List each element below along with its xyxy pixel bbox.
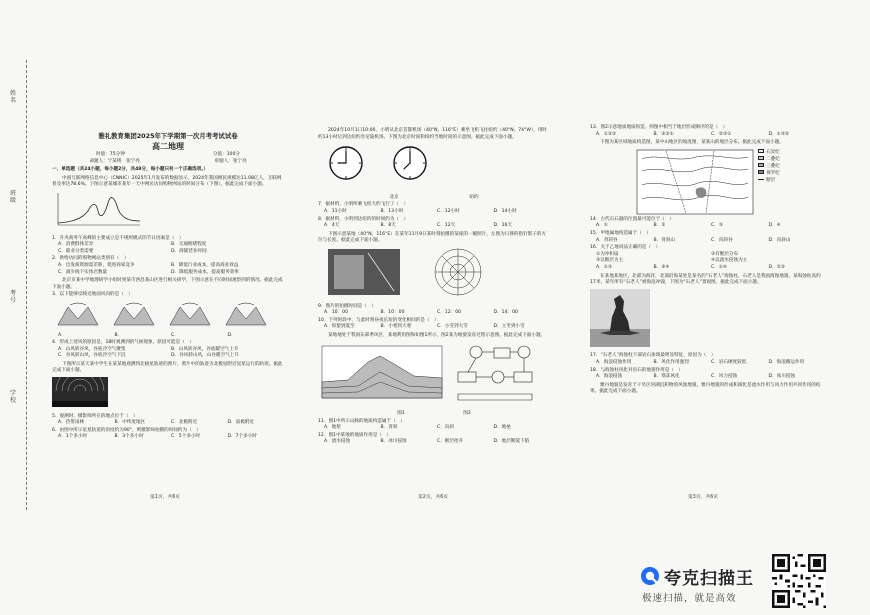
question-1-options [52, 242, 284, 249]
option: A．背斜谷 [596, 237, 618, 243]
option: D．地层断裂下陷 [493, 439, 530, 445]
page-3-footer: 第3页，共6页 [688, 495, 719, 500]
statement: ①为冲积扇 [596, 251, 619, 257]
option: B．山风转谷风，谷底暖空气上升 [171, 346, 239, 352]
question-intro: 下图所示某天某中学生在某某地观测到北极星轨迹的照片，照片中的轨迹为北极星附近星星运行的轨迹。据此完成下面小题。 [52, 361, 283, 374]
question-9-options [318, 310, 550, 317]
option: C．北极附近 [171, 420, 198, 426]
option: C．12：00 [437, 310, 462, 316]
page-1-footer: 第1页，共6页 [150, 495, 181, 500]
exam-title: 雅礼教育集团2025年下学期第一次月考考试试卷 [98, 132, 238, 140]
question-1-options [52, 249, 284, 256]
sundial-figure [318, 247, 508, 297]
question-5: 5．观测时，摄影师所在的地点位于（ ） [52, 413, 138, 419]
option: C．向斜谷 [711, 237, 733, 243]
question-10: 10．下列时段中，与此时刻昼夜长短的变化相同的是（ ） [318, 317, 439, 323]
option: D．海浪搬运作用 [768, 359, 805, 365]
option: D．向斜山 [768, 237, 791, 243]
option: A．热带雨林 [58, 420, 85, 426]
option: C．岩石硬度较低 [711, 359, 747, 365]
statement: ④以流水侵蚀为主 [711, 258, 748, 264]
clock-label-beijing: 北京 [389, 194, 399, 200]
option: B．背斜 [380, 425, 398, 431]
legend-item: 二叠纪 [758, 156, 779, 163]
legend-item: 断层 [758, 177, 779, 184]
question-intro: 中国互联网络信息中心（CNNIC）2025年1月发布的数据显示，2024年我国网民规模达11.08亿人，互联网普及率达78.6%。下图示意某城市某年一天中网民访问购物网站的时间分布（下图）。据此完成下面小题。 [52, 175, 282, 188]
option: D． [227, 332, 236, 338]
option: D．谷风转山风，山谷暖空气上升 [171, 353, 239, 359]
binding-dashed-line [26, 60, 27, 510]
quark-logo-icon [640, 566, 660, 586]
exam-page-3 [590, 124, 826, 504]
option: A．山风转谷风，谷底冷空气聚集 [58, 346, 126, 352]
binding-label-school: 学校 [10, 390, 17, 404]
option: B．降低行业成本，提高商业效益 [171, 262, 239, 268]
geologic-map-legend [758, 149, 779, 184]
question-11: 11．图1中所示山脉的地质构造属于（ ） [318, 418, 405, 424]
question-11-options [318, 425, 550, 432]
option: B．冰川侵蚀 [380, 439, 407, 445]
question-intro: 雅丹地貌是发育于干旱区河湖沉积物的风蚀地貌，雅丹地貌的形成和演化是流水作用与风力作用共同作用的结果。据此完成下面小题。 [590, 382, 821, 395]
question-15-options [590, 238, 826, 245]
question-intro: 某地地处于我国东部季风区，某地利用图和如图1所示，图2某为地貌发育过程示意图。据此完成下面小题。 [328, 332, 546, 338]
option: B．背斜山 [653, 237, 676, 243]
binding-label-id: 考号 [10, 290, 17, 304]
option: C．谷风转山风，谷底冷空气下沉 [58, 353, 126, 359]
option: D．②③ [768, 264, 785, 270]
question-intro: 在某地某地区，北部为海洋，北部沿海某处是某名的“石老人”海蚀柱，石老人是我国海蚀地貌，某海蚀柱高约17米，某年所有“石老人”被海浪冲毁，下图为“石老人”景观图。据此完成下面小题。 [590, 273, 821, 286]
option: C．③ [711, 223, 723, 229]
exam-authors-row [52, 159, 284, 166]
page-2-footer: 第2页，共6页 [418, 495, 449, 500]
question-intro: 北京市某中学地理研学小组时到某市西昌某山区进行相关研学，下图示意在不同时间观察到的情况。据此完成下面小题。 [52, 278, 283, 290]
question-2-options [52, 270, 284, 277]
option: C．向斜 [437, 425, 454, 431]
question-4-options [52, 353, 284, 360]
option: A．出发商资源需差距，促进商家竞争 [58, 262, 135, 268]
question-3-options [52, 333, 284, 340]
question-14: 14．古代石石器的位置最可能位于（ ） [590, 216, 674, 222]
option: A．地堑 [324, 425, 341, 431]
option: A．4天 [324, 223, 340, 229]
option: D．地垒 [493, 425, 511, 431]
binding-margin [4, 60, 40, 510]
question-17-options [590, 360, 826, 367]
question-9: 9．图片的拍摄时间是（ ） [318, 303, 377, 309]
question-13-options [590, 132, 826, 139]
option: A．11小时 [324, 208, 347, 214]
option: C．②③① [711, 131, 732, 137]
question-16-items [590, 252, 826, 259]
option: D．降低服务成本，提高服务效率 [171, 269, 239, 275]
option: B．10：00 [380, 310, 405, 316]
exam-subject: 高二地理 [152, 142, 184, 151]
legend-item: 石炭纪 [758, 149, 779, 156]
option: B．小寒到大寒 [380, 324, 412, 330]
exam-page-1 [52, 122, 284, 502]
binding-label-name: 姓名 [10, 90, 17, 104]
question-8: 8．据材料，小明到达纽约的时间约为（ ） [318, 216, 409, 222]
option: C．断层抬升 [437, 439, 464, 445]
option: B．中纬度地区 [114, 420, 146, 426]
question-6-options [52, 434, 284, 441]
clock-figure [318, 143, 438, 189]
clock-labels [318, 195, 550, 202]
option: B．风化作用强烈 [653, 359, 689, 365]
option: C．减少线下实体店数量 [58, 269, 108, 275]
question-intro: 下图为某区域地质构造图，某中山地区的坡度图，某某山的地层分布。据此完成下面小题。 [600, 140, 784, 146]
question-7-options [318, 209, 550, 216]
question-intro: 2024年10月1日10:00，小明从北京首都机场（40°N，116°E）乘坐飞机飞往纽约（40°N，74°W），用时约13小时后到达纽约肯尼迪机场。下图为北京时间和纽约当地时间的示意图。据此完成下面小题。 [318, 128, 548, 140]
statement: ②有断层分布 [711, 251, 739, 257]
figure-caption: 图1 [397, 411, 405, 417]
geologic-section-figure [318, 342, 544, 406]
option: C．小雪到大雪 [437, 324, 468, 330]
question-3: 3．以下能够反映近地面风向的是（ ） [52, 292, 134, 298]
question-17: 17．“石老人”海蚀柱下部岩石体现最明显特征，原因为（ ） [590, 353, 716, 359]
question-intro: 下图示意某地（40°N，116°E）在某年11月9日某时刻拍摄的某座的一幅照片，左图为日晷的指针影子的方位与长度。据此完成下面小题。 [318, 231, 547, 244]
question-2: 2．供给访问的购物网站类别有（ ） [52, 256, 129, 262]
brand-slogan: 极速扫描，就是高效 [642, 593, 737, 604]
option: C．风力侵蚀 [711, 374, 738, 380]
brand-name: 夸克扫描王 [664, 569, 754, 589]
option: A．1个多小时 [58, 434, 88, 440]
figure-captions [318, 411, 550, 418]
option: D．商铺营业时间 [171, 248, 207, 254]
option: C． [171, 332, 179, 338]
geologic-map-figure [636, 149, 754, 215]
option: A．流水侵蚀 [324, 439, 351, 445]
exam-meta-row [52, 152, 284, 159]
statement: ③以断层为主 [596, 258, 624, 264]
binding-label-class: 班级 [10, 190, 17, 204]
mountain-wind-diagrams [52, 301, 278, 327]
option: D．14小时 [493, 208, 517, 214]
option: C．5个多小时 [171, 434, 201, 440]
option: D．④ [768, 223, 781, 229]
option: A． [58, 332, 66, 338]
question-1: 1．升央商务午高峰的主要成立是不规则模式的节日因素是（ ） [52, 235, 184, 241]
option: D．①③② [768, 131, 789, 137]
exam-author: 命题人：宁某瑛 张宁亮 [89, 158, 140, 164]
exam-time: 时量：75分钟 [96, 152, 125, 157]
exam-page-2 [318, 126, 550, 506]
option: D．立冬到小雪 [493, 324, 525, 330]
option: B．8天 [380, 223, 396, 229]
sea-stack-photo [590, 289, 650, 347]
question-13: 13．图2示意地质地质构造。则图中相当于地层形成顺序的是（ ） [590, 125, 728, 130]
traffic-curve-figure [52, 191, 142, 229]
option: D．南极附近 [227, 420, 255, 426]
option: C．①④ [711, 264, 728, 270]
star-trail-photo [52, 377, 108, 407]
option: D．14：00 [493, 310, 518, 316]
question-16-items [590, 258, 826, 265]
option: A．① [596, 223, 608, 229]
option: B．交通拥堵程度 [171, 242, 207, 248]
question-16: 16．关于乙地说法正确的是（ ） [590, 245, 661, 251]
option: B．③②① [653, 131, 674, 137]
question-12: 12．图1中某地的地质作用是（ ） [318, 432, 392, 438]
question-18-options [590, 374, 826, 381]
question-4: 4．形成上述风的原因是，18时观测到的气候现象，原因可能是（ ） [52, 340, 194, 346]
option: D．7个多小时 [227, 434, 257, 440]
question-8-options [318, 223, 550, 230]
legend-item: 三叠纪 [758, 163, 779, 170]
option: B．3个多小时 [114, 434, 144, 440]
question-5-options [52, 420, 284, 427]
question-12-options [318, 439, 550, 446]
exam-score: 分值：100分 [212, 152, 240, 157]
question-7: 7．据材料，小明所乘飞机大约飞行了（ ） [318, 202, 409, 208]
option: B． [114, 332, 123, 338]
option: D．冰川侵蚀 [768, 374, 796, 380]
option: B．寒冻风化 [653, 374, 680, 380]
exam-reviewer: 审题人：张宁亮 [214, 158, 247, 164]
question-18: 18．与海蚀柱风化对岩石的地貌作用是（ ） [590, 367, 684, 373]
option: C．12小时 [437, 208, 460, 214]
option: A．①③ [596, 264, 612, 270]
question-15: 15．甲地属地构造属于（ ） [590, 230, 651, 236]
option: B．②④ [653, 264, 670, 270]
option: A．海浪侵蚀 [596, 374, 623, 380]
qr-code-icon [772, 554, 826, 608]
option: A．消费群体差异 [58, 242, 94, 248]
question-10-options [318, 324, 550, 331]
option: B．13小时 [380, 208, 404, 214]
clock-label-newyork: 纽约 [469, 194, 479, 200]
option: B．② [653, 223, 666, 229]
section-heading: 一、单选题（共24小题，每小题2分，共48分，每小题只有一个正确选项。） [52, 167, 209, 173]
question-14-options [590, 223, 826, 230]
question-2-options [52, 263, 284, 270]
question-6: 6．由图中所示星星轨迹的角度约为90°，则摄影师拍摄的时间约为（ ） [52, 427, 201, 433]
option: A．①②③ [596, 131, 617, 137]
option: A．惊蛰到夏至 [324, 324, 355, 330]
option: A．10：00 [324, 310, 349, 316]
question-16-options [590, 265, 826, 272]
option: C．职业分类需要 [58, 248, 94, 254]
figure-caption: 图2 [463, 411, 471, 417]
option: C．12天 [437, 223, 456, 229]
option: D．16天 [493, 223, 513, 229]
legend-item: 侏罗纪 [758, 170, 779, 177]
geologic-map-block [590, 149, 826, 215]
option: A．海浪侵蚀作用 [596, 359, 632, 365]
scanner-brand-watermark [640, 560, 760, 610]
